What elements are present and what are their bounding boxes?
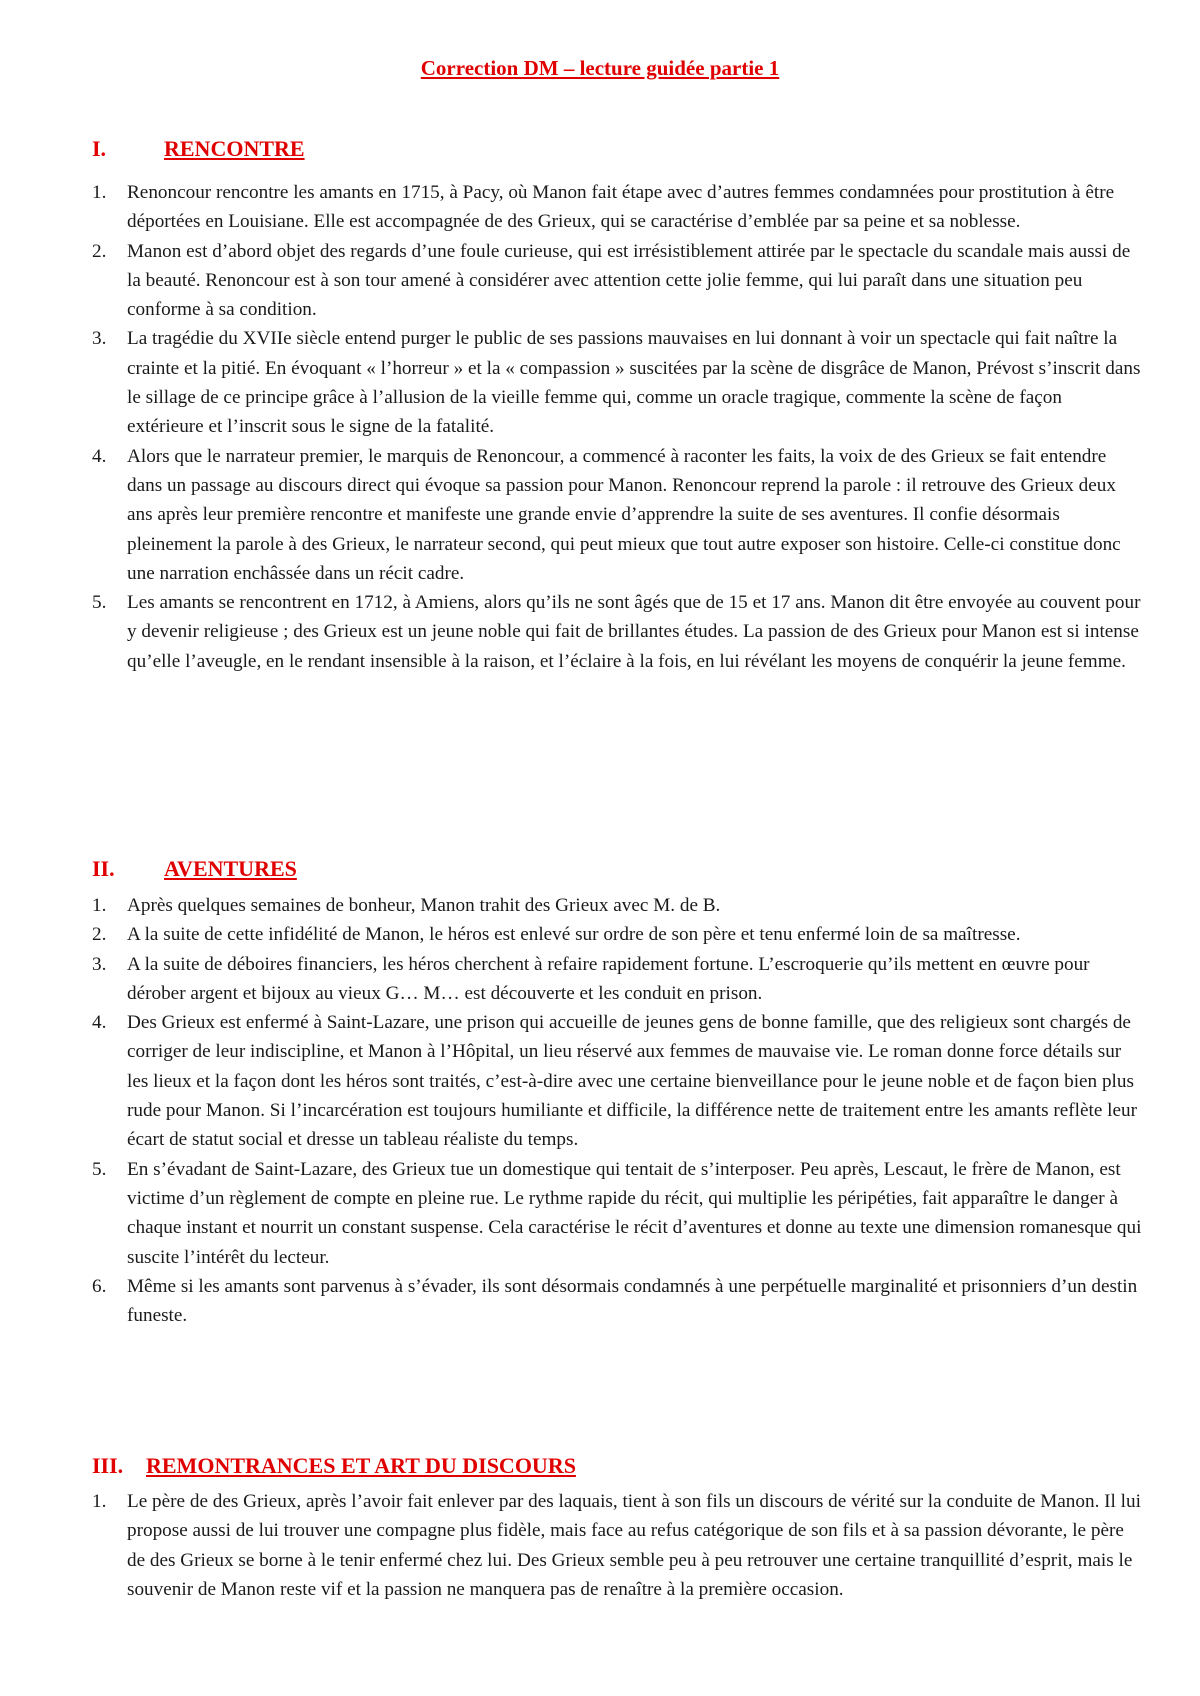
section-list-aventures [92,891,1142,1330]
section-number: I. [92,136,107,161]
list-item [92,588,1142,676]
item-number: 4. [92,445,107,467]
item-text: La tragédie du XVIIe siècle entend purger le public de ses passions mauvaises en lui donnant à voir un spectacle qui fait naître la crainte et la pitié. En évoquant « l’horreur » et la « compassion » suscitées par la scène de disgrâce de Manon, Prévost s’inscrit dans le sillage de ce principe grâce à l’allusion de la vieille femme qui, comme un oracle tragique, commente la scène de façon extérieure et l’inscrit sous le signe de la fatalité. [127,328,1141,438]
item-text: Alors que le narrateur premier, le marquis de Renoncour, a commencé à raconter les faits, la voix de des Grieux se fait entendre dans un passage au discours direct qui évoque sa passion pour Manon. Renoncour reprend la parole : il retrouve des Grieux deux ans après leur première rencontre et manifeste une grande envie d’apprendre la suite de ses aventures. Il confie désormais pleinement la parole à des Grieux, le narrateur second, qui peut mieux que tout autre exposer son histoire. Celle-ci constitue donc une narration enchâssée dans un récit cadre. [127,445,1121,584]
item-number: 3. [92,953,107,975]
item-text: Des Grieux est enfermé à Saint-Lazare, une prison qui accueille de jeunes gens de bonne famille, que des religieux sont chargés de corriger de leur indiscipline, et Manon à l’Hôpital, un lieu réservé aux femmes de mauvaise vie. Le roman donne force détails sur les lieux et la façon dont les héros sont traités, c’est-à-dire avec une certaine bienveillance pour le jeune noble et de façon bien plus rude pour Manon. Si l’incarcération est toujours humiliante et difficile, la différence nette de traitement entre les amants reflète leur écart de statut social et dresse un tableau réaliste du temps. [127,1012,1137,1151]
list-item [92,1008,1142,1154]
item-number: 1. [92,182,107,203]
list-item [92,950,1142,1009]
item-text: Renoncour rencontre les amants en 1715, à Pacy, où Manon fait étape avec d’autres femmes condamnées pour prostitution à être déportées en Louisiane. Elle est accompagnée de des Grieux, qui se caractérise d’emblée par sa peine et sa noblesse. [127,182,1115,233]
document-title: Correction DM – lecture guidée partie 1 [420,56,780,80]
item-number: 1. [92,1491,107,1512]
item-text: Manon est d’abord objet des regards d’une foule curieuse, qui est irrésistiblement attirée par le spectacle du scandale mais aussi de la beauté. Renoncour est à son tour amené à considérer avec attention cette jolie femme, qui lui paraît dans une situation peu conforme à sa condition. [127,240,1131,321]
item-number: 5. [92,1158,107,1180]
item-text: A la suite de cette infidélité de Manon, le héros est enlevé sur ordre de son père et tenu enfermé loin de sa maîtresse. [127,924,1021,946]
section-heading-remontrances [92,1453,576,1479]
item-number: 1. [92,895,107,916]
item-number: 3. [92,328,107,350]
item-text: Après quelques semaines de bonheur, Manon trahit des Grieux avec M. de B. [127,895,721,916]
item-number: 2. [92,924,107,946]
list-item [92,891,1142,920]
section-heading-aventures [92,856,297,882]
list-item [92,442,1142,588]
item-number: 4. [92,1012,107,1034]
section-title: RENCONTRE [164,136,305,161]
list-item [92,1272,1142,1331]
item-text: En s’évadant de Saint-Lazare, des Grieux tue un domestique qui tentait de s’interposer. Peu après, Lescaut, le frère de Manon, est victime d’un règlement de compte en pleine rue. Le rythme rapide du récit, qui multiplie les péripéties, fait apparaître le danger à chaque instant et nourrit un constant suspense. Cela caractérise le récit d’aventures et donne au texte une dimension romanesque qui suscite l’intérêt du lecteur. [127,1158,1142,1268]
section-list-rencontre [92,178,1142,676]
list-item [92,324,1142,441]
section-title: AVENTURES [164,856,297,881]
list-item [92,237,1142,325]
item-number: 5. [92,592,107,614]
item-text: Les amants se rencontrent en 1712, à Amiens, alors qu’ils ne sont âgés que de 15 et 17 ans. Manon dit être envoyée au couvent pour y devenir religieuse ; des Grieux est un jeune noble qui fait de brillantes études. La passion de des Grieux pour Manon est si intense qu’elle l’aveugle, en le rendant insensible à la raison, et l’éclaire à la fois, en lui révélant les moyens de conquérir la jeune femme. [127,592,1141,672]
section-list-remontrances [92,1487,1142,1604]
list-item [92,178,1142,237]
item-text: A la suite de déboires financiers, les héros cherchent à refaire rapidement fortune. L’escroquerie qu’ils mettent en œuvre pour dérober argent et bijoux au vieux G… M… est découverte et les conduit en prison. [127,953,1090,1004]
item-text: Même si les amants sont parvenus à s’évader, ils sont désormais condamnés à une perpétuelle marginalité et prisonniers d’un destin funeste. [127,1275,1138,1327]
list-item [92,1155,1142,1272]
section-number: III. [92,1453,124,1478]
section-heading-rencontre [92,136,305,162]
item-text: Le père de des Grieux, après l’avoir fait enlever par des laquais, tient à son fils un discours de vérité sur la conduite de Manon. Il lui propose aussi de lui trouver une compagne plus fidèle, mais face au refus catégorique de son fils et à sa passion dévorante, le père de des Grieux se borne à le tenir enfermé chez lui. Des Grieux semble peu à peu retrouver une certaine tranquillité d’esprit, mais le souvenir de Manon reste vif et la passion ne manquera pas de renaître à la première occasion. [127,1491,1141,1600]
list-item [92,1487,1142,1604]
section-number: II. [92,856,115,881]
item-number: 2. [92,240,107,262]
section-title: REMONTRANCES ET ART DU DISCOURS [146,1453,576,1478]
item-number: 6. [92,1275,107,1297]
list-item [92,920,1142,949]
